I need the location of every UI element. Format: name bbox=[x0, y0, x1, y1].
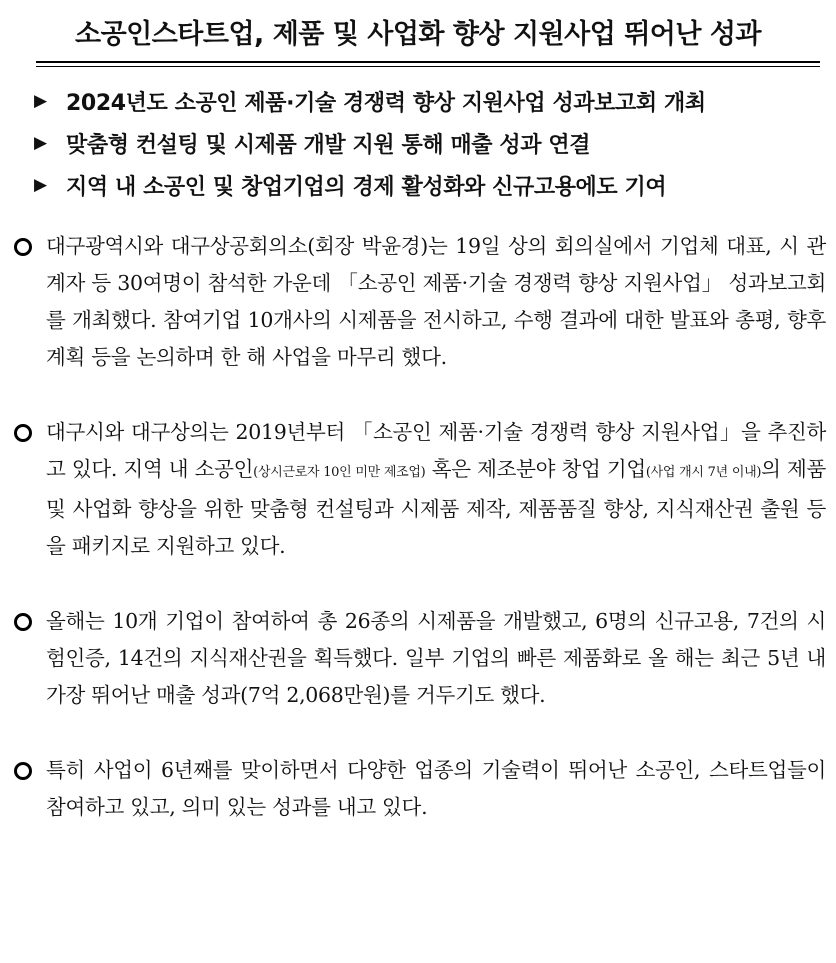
circle-bullet-icon bbox=[14, 424, 32, 442]
paragraph-text-part: 혹은 제조분야 창업 기업 bbox=[425, 457, 646, 481]
paragraph bbox=[14, 414, 826, 565]
highlight-item bbox=[34, 80, 824, 122]
triangle-bullet-icon: ▶ bbox=[34, 175, 47, 195]
footnote-inline: (사업 개시 7년 이내) bbox=[645, 465, 762, 480]
paragraph-text: 대구광역시와 대구상공회의소(회장 박윤경)는 19일 상의 회의실에서 기업체 대표, 시 관계자 등 30여명이 참석한 가운데 「소공인 제품·기술 경쟁력 향상 지원사업」 성과보고회를 개최했다. 참여기업 10개사의 시제품을 전시하고, 수행 결과에 대한 발표와 총평, 향후 계획 등을 논의하며 한 해 사업을 마무리 했다. bbox=[46, 234, 826, 369]
footnote-inline: (상시근로자 10인 미만 제조업) bbox=[253, 465, 426, 480]
paragraph bbox=[14, 603, 826, 714]
paragraph-text: 특히 사업이 6년째를 맞이하면서 다양한 업종의 기술력이 뛰어난 소공인, 스타트업들이 참여하고 있고, 의미 있는 성과를 내고 있다. bbox=[46, 758, 826, 819]
triangle-bullet-icon: ▶ bbox=[34, 91, 47, 111]
paragraph-text-part: 의 제품 및 사업화 향상을 위한 맞춤형 컨설팅과 시제품 제작, 제품품질 향상, 지식재산권 출원 등을 패키지로 지원하고 있다. bbox=[46, 457, 827, 558]
paragraph-text bbox=[46, 414, 826, 565]
document-title: 소공인스타트업, 제품 및 사업화 향상 지원사업 뛰어난 성과 bbox=[74, 19, 762, 50]
highlight-text: 지역 내 소공인 및 창업기업의 경제 활성화와 신규고용에도 기여 bbox=[66, 174, 667, 200]
paragraph-text-part: 대구시와 대구상의는 2019년부터 「소공인 제품·기술 경쟁력 향상 지원사업」을 추진하고 있다. 지역 내 소공인 bbox=[46, 420, 826, 481]
highlight-text: 2024년도 소공인 제품·기술 경쟁력 향상 지원사업 성과보고회 개최 bbox=[66, 90, 706, 116]
paragraph bbox=[14, 752, 826, 826]
triangle-bullet-icon: ▶ bbox=[34, 133, 47, 153]
title-underline-thick bbox=[36, 61, 820, 63]
highlights-list bbox=[34, 80, 824, 206]
highlight-item bbox=[34, 164, 824, 206]
circle-bullet-icon bbox=[14, 762, 32, 780]
paragraph bbox=[14, 228, 826, 376]
paragraph-text: 올해는 10개 기업이 참여하여 총 26종의 시제품을 개발했고, 6명의 신규고용, 7건의 시험인증, 14건의 지식재산권을 획득했다. 일부 기업의 빠른 제품화로 올 해는 최근 5년 내 가장 뛰어난 매출 성과(7억 2,068만원)를 거두기도 했다. bbox=[46, 609, 826, 707]
title-underline-thin bbox=[36, 66, 820, 67]
body-paragraphs bbox=[14, 228, 826, 864]
circle-bullet-icon bbox=[14, 613, 32, 631]
highlight-text: 맞춤형 컨설팅 및 시제품 개발 지원 통해 매출 성과 연결 bbox=[66, 132, 591, 158]
highlight-item bbox=[34, 122, 824, 164]
circle-bullet-icon bbox=[14, 238, 32, 256]
